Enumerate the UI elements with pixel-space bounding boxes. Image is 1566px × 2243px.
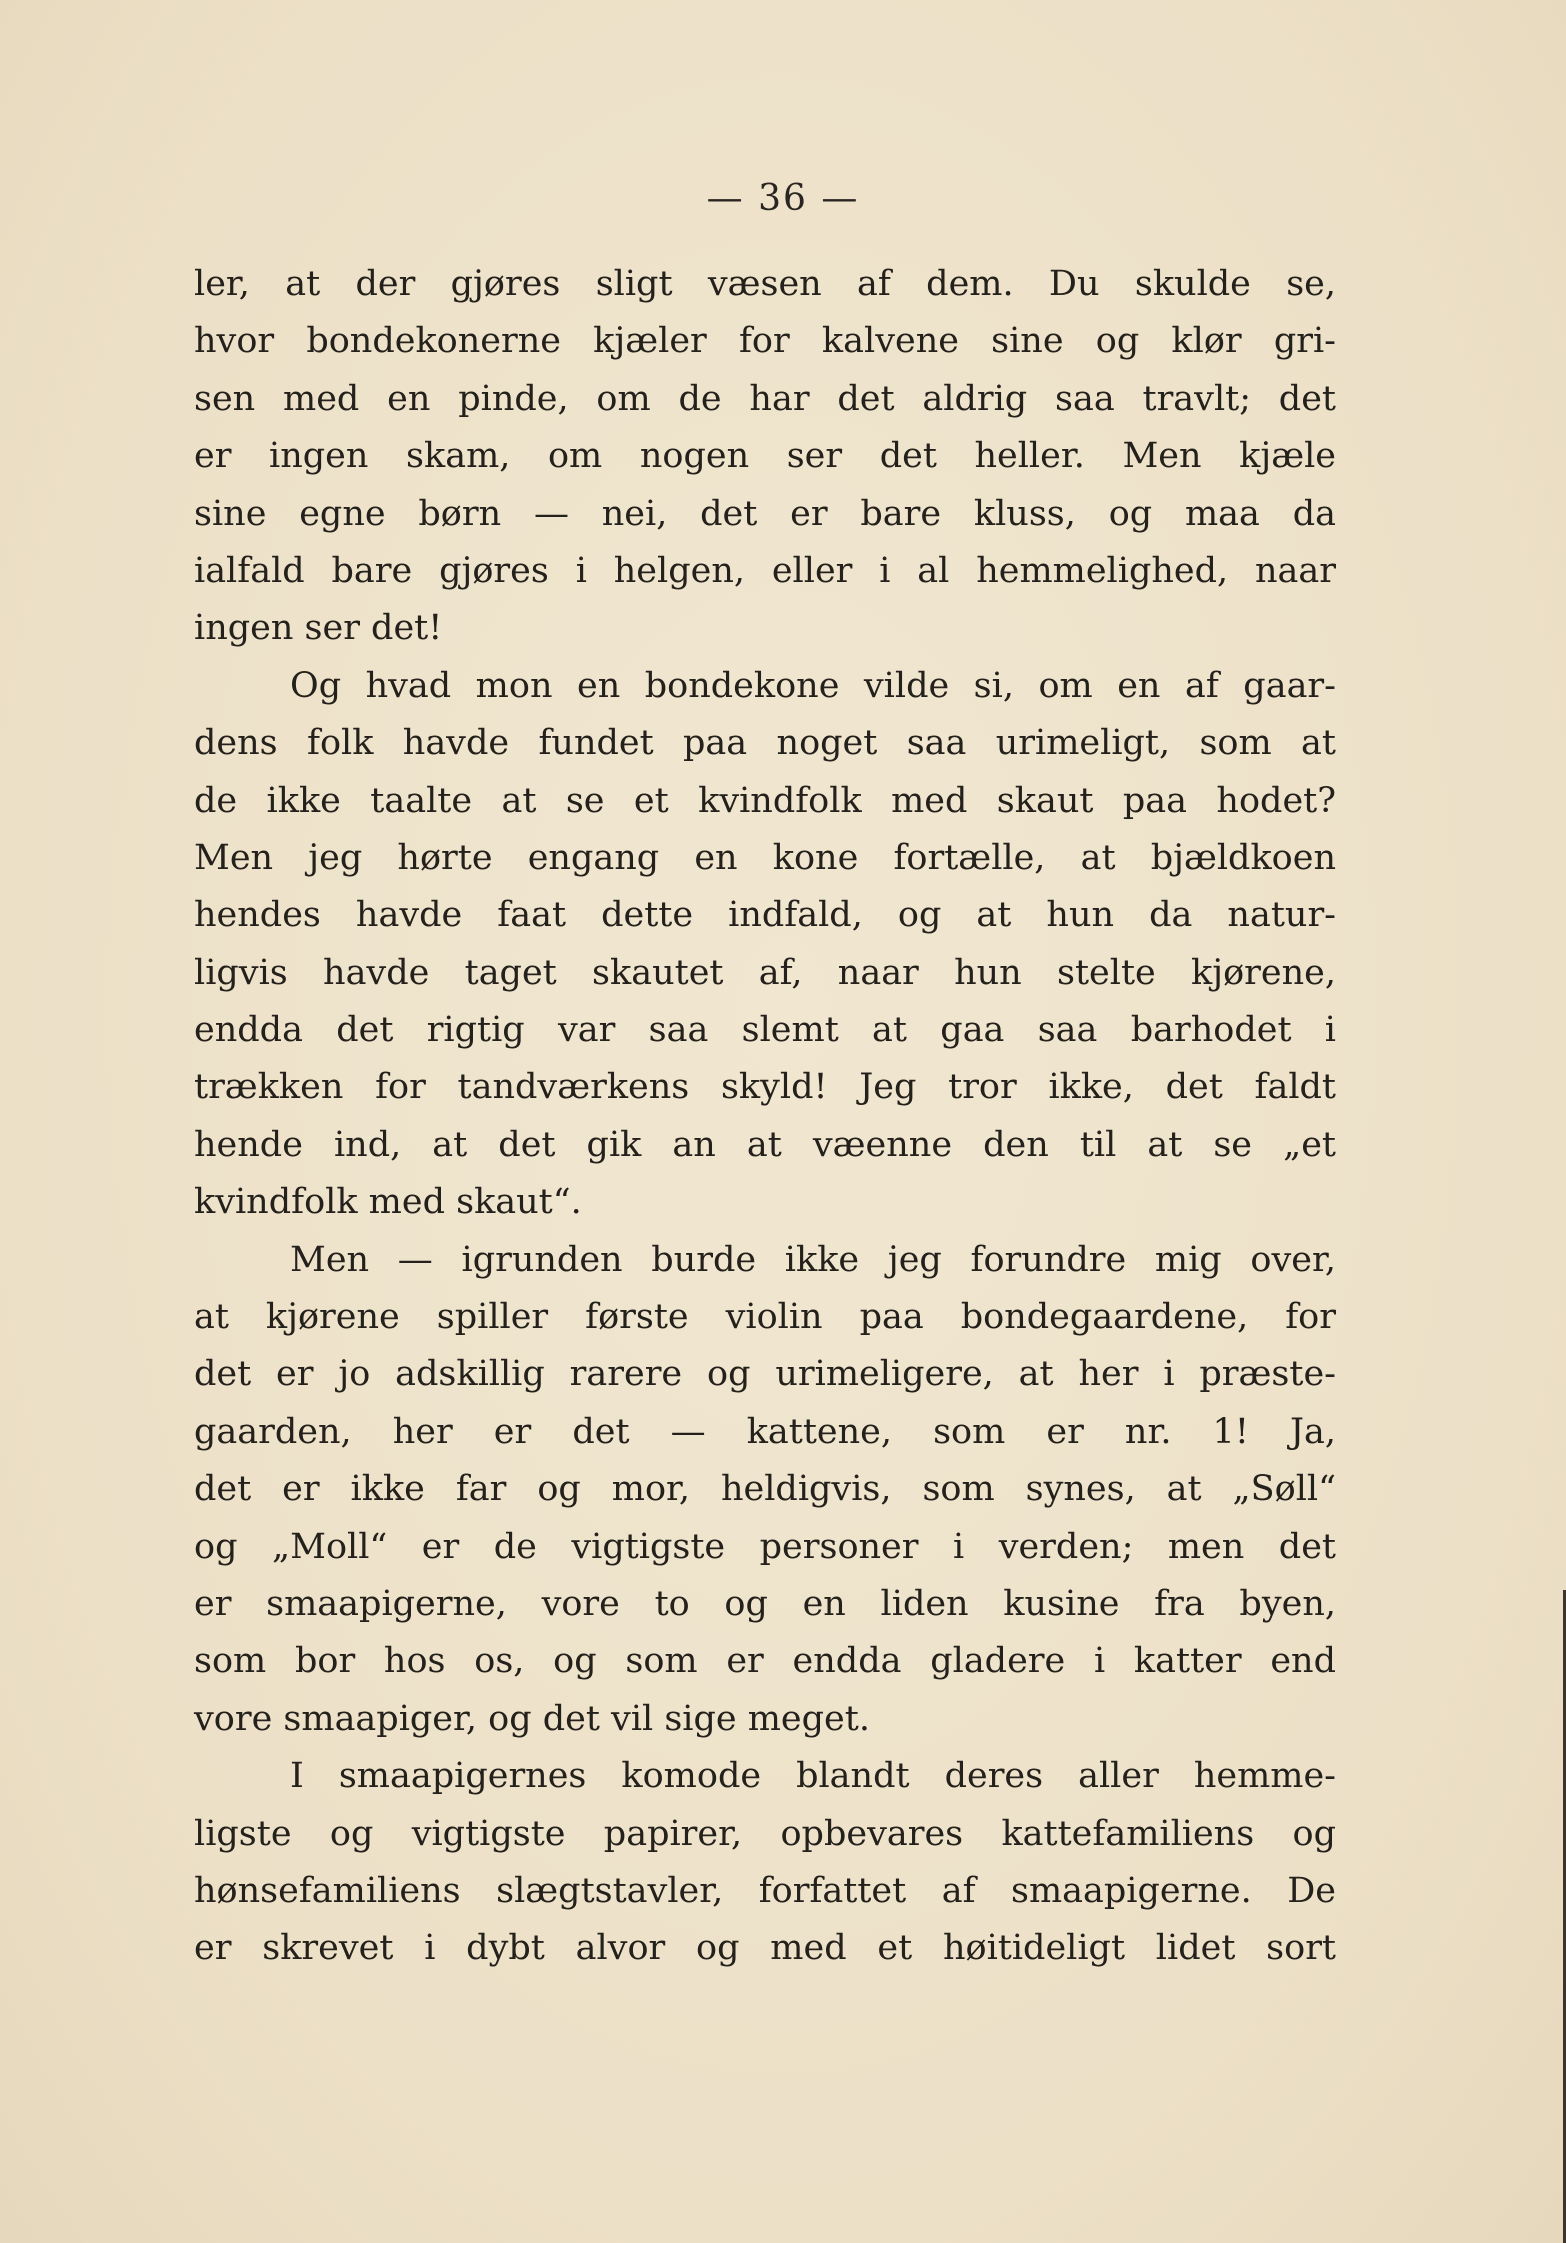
text-line: kvindfolk med skaut“.	[194, 1182, 582, 1223]
text-line: sine egne børn — nei, det er bare kluss, og maa da	[194, 493, 1336, 534]
text-line: det er jo adskillig rarere og urimeligere, at her i præste-	[194, 1354, 1336, 1395]
text-line: er skrevet i dybt alvor og med et høitideligt lidet sort	[194, 1928, 1336, 1969]
page-number: — 36 —	[706, 178, 860, 219]
text-line: sen med en pinde, om de har det aldrig saa travlt; det	[194, 378, 1336, 419]
text-line: ialfald bare gjøres i helgen, eller i al hemmelighed, naar	[194, 550, 1336, 591]
text-line: dens folk havde fundet paa noget saa urimeligt, som at	[194, 723, 1336, 764]
text-line: ligvis havde taget skautet af, naar hun stelte kjørene,	[194, 952, 1336, 993]
text-line: hønsefamiliens slægtstavler, forfattet af smaapigerne. De	[194, 1870, 1336, 1911]
text-line: trækken for tandværkens skyld! Jeg tror ikke, det faldt	[194, 1067, 1336, 1108]
text-line: at kjørene spiller første violin paa bondegaardene, for	[194, 1297, 1336, 1338]
text-line: hende ind, at det gik an at væenne den til at se „et	[194, 1124, 1336, 1165]
text-line: er smaapigerne, vore to og en liden kusine fra byen,	[194, 1583, 1336, 1624]
text-line: ler, at der gjøres sligt væsen af dem. Du skulde se,	[194, 264, 1336, 304]
text-line: ligste og vigtigste papirer, opbevares kattefamiliens og	[194, 1813, 1336, 1854]
text-line: hvor bondekonerne kjæler for kalvene sine og klør gri-	[194, 321, 1336, 362]
text-line: de ikke taalte at se et kvindfolk med skaut paa hodet?	[194, 780, 1336, 821]
text-line: er ingen skam, om nogen ser det heller. Men kjæle	[194, 436, 1336, 477]
text-line: vore smaapiger, og det vil sige meget.	[194, 1698, 870, 1739]
text-line: endda det rigtig var saa slemt at gaa saa barhodet i	[194, 1010, 1336, 1051]
text-line: hendes havde faat dette indfald, og at hun da natur-	[194, 895, 1336, 936]
text-line: Men — igrunden burde ikke jeg forundre mig over,	[290, 1239, 1336, 1280]
text-line: I smaapigernes komode blandt deres aller hemme-	[290, 1756, 1336, 1797]
text-line: Men jeg hørte engang en kone fortælle, at bjældkoen	[194, 837, 1336, 878]
text-line: som bor hos os, og som er endda gladere i katter end	[194, 1641, 1336, 1682]
text-line: Og hvad mon en bondekone vilde si, om en af gaar-	[290, 665, 1336, 706]
text-line: det er ikke far og mor, heldigvis, som synes, at „Søll“	[194, 1469, 1336, 1510]
text-line: ingen ser det!	[194, 608, 443, 649]
body-text	[194, 256, 1336, 1978]
text-line: gaarden, her er det — kattene, som er nr. 1! Ja,	[194, 1411, 1336, 1452]
text-line: og „Moll“ er de vigtigste personer i verden; men det	[194, 1526, 1336, 1567]
